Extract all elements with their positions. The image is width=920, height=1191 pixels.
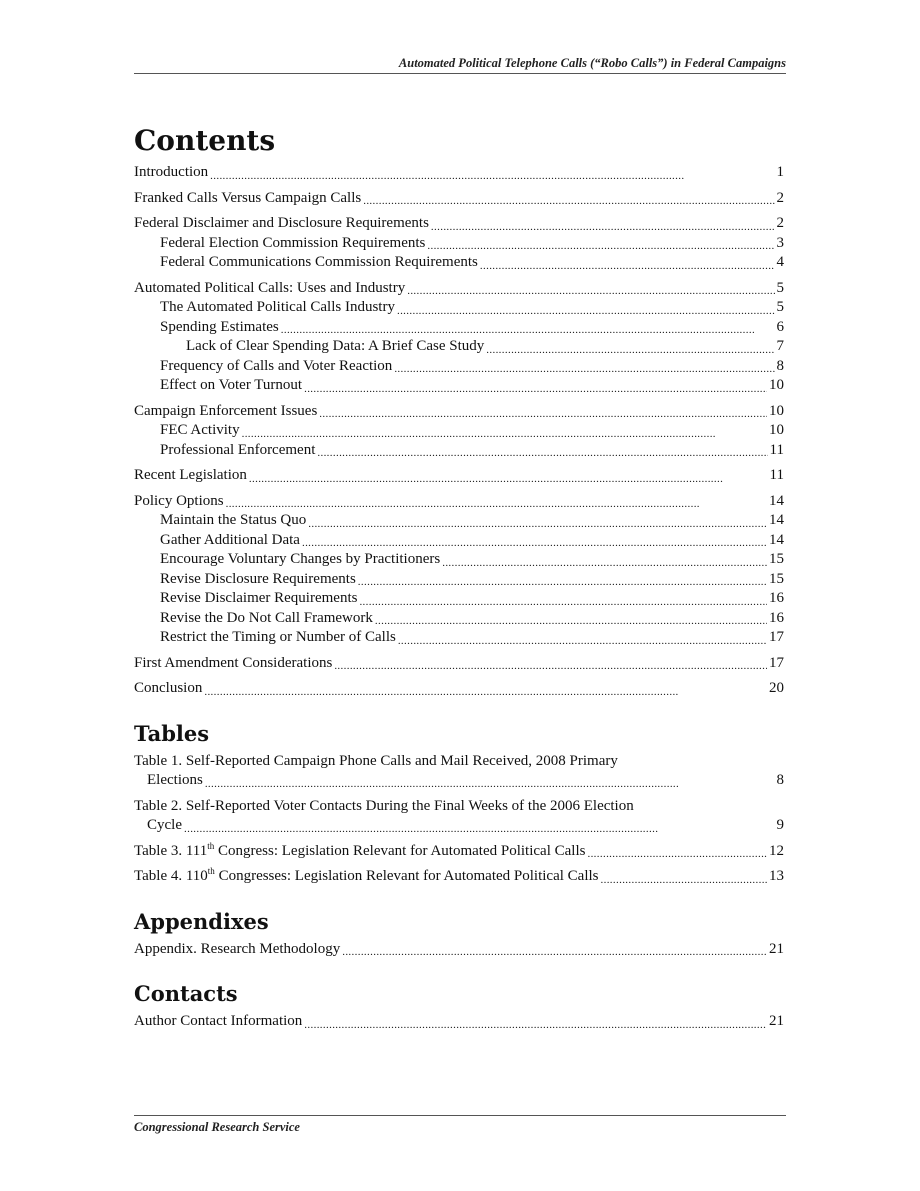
toc-entry[interactable] xyxy=(134,679,784,699)
dot-leader xyxy=(281,323,775,337)
page-number: 21 xyxy=(769,940,784,957)
toc-entry-title: Spending Estimates xyxy=(160,318,279,335)
toc-entry[interactable] xyxy=(134,189,784,209)
toc-entry[interactable] xyxy=(134,628,784,648)
toc-entry[interactable] xyxy=(134,253,784,273)
dot-leader xyxy=(398,634,767,648)
page-number: 8 xyxy=(776,772,784,788)
dot-leader xyxy=(601,873,768,887)
toc-entry[interactable] xyxy=(134,492,784,512)
table-entry-title: Table 1. Self-Reported Campaign Phone Calls and Mail Received, 2008 Primary xyxy=(134,752,618,769)
page-number: 13 xyxy=(769,868,784,884)
dot-leader xyxy=(317,446,767,460)
contents-title: Contents xyxy=(134,124,276,157)
dot-leader xyxy=(249,472,768,486)
toc-entry-title: Effect on Voter Turnout xyxy=(160,377,303,393)
table-entry-title-cont: Cycle xyxy=(147,817,182,833)
toc-entry[interactable] xyxy=(134,654,784,674)
page-number: 14 xyxy=(769,492,784,509)
toc-entry[interactable] xyxy=(134,318,784,338)
toc-entry-title: Lack of Clear Spending Data: A Brief Case Study xyxy=(186,338,485,354)
page-number: 9 xyxy=(776,817,784,833)
dot-leader xyxy=(205,777,775,791)
table-entry-title: Table 2. Self-Reported Voter Contacts During the Final Weeks of the 2006 Election xyxy=(134,797,634,814)
dot-leader xyxy=(308,517,767,531)
dot-leader xyxy=(342,945,767,959)
toc-entry-title: Franked Calls Versus Campaign Calls xyxy=(134,189,362,206)
page-number: 15 xyxy=(769,570,784,587)
toc-entry[interactable] xyxy=(134,589,784,609)
page-number: 11 xyxy=(769,441,784,458)
page-number: 11 xyxy=(769,467,784,483)
toc-entry-title: Conclusion xyxy=(134,680,203,696)
running-header: Automated Political Telephone Calls (“Robo Calls”) in Federal Campaigns xyxy=(398,56,786,70)
dot-leader xyxy=(359,595,767,609)
dot-leader xyxy=(394,362,774,376)
page-number: 10 xyxy=(769,422,784,438)
toc-entry-title: Revise the Do Not Call Framework xyxy=(160,609,373,626)
page-number: 14 xyxy=(769,531,784,548)
dot-leader xyxy=(442,556,767,570)
tables-list xyxy=(134,752,784,887)
dot-leader xyxy=(226,497,767,511)
dot-leader xyxy=(184,822,775,836)
tables-heading: Tables xyxy=(134,720,210,746)
table-entry-title-cont: Elections xyxy=(147,772,203,788)
document-body xyxy=(134,124,784,1032)
page-number: 5 xyxy=(776,279,784,296)
page-number: 16 xyxy=(769,590,784,606)
toc-entry-title: Federal Communications Commission Requirements xyxy=(160,254,478,270)
toc-entry-title: Introduction xyxy=(134,164,209,180)
header-rule xyxy=(134,73,786,74)
contents-list xyxy=(134,163,784,699)
toc-entry-title: FEC Activity xyxy=(160,422,240,438)
dot-leader xyxy=(304,1018,767,1032)
page-number: 1 xyxy=(776,164,784,180)
toc-entry[interactable] xyxy=(134,441,784,461)
dot-leader xyxy=(397,304,775,318)
dot-leader xyxy=(587,847,767,861)
toc-entry-title: Federal Election Commission Requirements xyxy=(160,234,426,251)
contacts-heading: Contacts xyxy=(134,981,238,1006)
table-entry[interactable] xyxy=(134,842,784,862)
dot-leader xyxy=(480,259,775,273)
toc-entry-title: Recent Legislation xyxy=(134,467,247,483)
toc-entry-title: Gather Additional Data xyxy=(160,531,300,548)
entry-title: Appendix. Research Methodology xyxy=(134,940,341,957)
dot-leader xyxy=(319,407,767,421)
page-number: 5 xyxy=(776,299,784,315)
page-number: 3 xyxy=(776,234,784,251)
toc-entry[interactable] xyxy=(134,609,784,629)
page-number: 7 xyxy=(776,338,784,354)
page-number: 14 xyxy=(769,512,784,528)
toc-entry-title: Frequency of Calls and Voter Reaction xyxy=(160,357,393,374)
dot-leader xyxy=(210,169,774,183)
toc-entry[interactable] xyxy=(134,466,784,486)
toc-entry[interactable] xyxy=(134,298,784,318)
toc-entry[interactable] xyxy=(134,421,784,441)
page-number: 4 xyxy=(776,254,784,270)
footer-rule xyxy=(134,1115,786,1116)
page-number: 8 xyxy=(776,357,784,374)
dot-leader xyxy=(334,659,767,673)
appendixes-heading: Appendixes xyxy=(134,908,269,934)
dot-leader xyxy=(375,614,767,628)
toc-entry[interactable] xyxy=(134,511,784,531)
dot-leader xyxy=(427,239,774,253)
page-number: 21 xyxy=(769,1013,784,1029)
toc-entry-title: Professional Enforcement xyxy=(160,441,316,458)
entry-title: Author Contact Information xyxy=(134,1013,303,1029)
toc-entry[interactable] xyxy=(134,550,784,570)
running-footer: Congressional Research Service xyxy=(134,1120,300,1134)
toc-entry-title: Maintain the Status Quo xyxy=(160,512,307,528)
dot-leader xyxy=(358,575,767,589)
toc-entry[interactable] xyxy=(134,214,784,234)
dot-leader xyxy=(302,536,767,550)
toc-entry[interactable] xyxy=(134,531,784,551)
toc-entry[interactable] xyxy=(134,163,784,183)
toc-entry-title: First Amendment Considerations xyxy=(134,654,333,671)
page-number: 6 xyxy=(776,318,784,335)
toc-entry[interactable] xyxy=(134,234,784,254)
dot-leader xyxy=(204,685,767,699)
dot-leader xyxy=(407,284,774,298)
toc-entry-title: Campaign Enforcement Issues xyxy=(134,402,318,419)
page-number: 2 xyxy=(776,215,784,231)
toc-entry-title: Automated Political Calls: Uses and Industry xyxy=(134,279,406,296)
page-number: 12 xyxy=(769,842,784,859)
toc-entry-title: Federal Disclaimer and Disclosure Requirements xyxy=(134,215,429,231)
toc-entry[interactable] xyxy=(134,376,784,396)
dot-leader xyxy=(304,382,767,396)
toc-entry[interactable] xyxy=(134,279,784,299)
toc-entry-title: The Automated Political Calls Industry xyxy=(160,299,395,315)
table-entry-title: Table 4. 110th Congresses: Legislation Relevant for Automated Political Calls xyxy=(134,866,599,884)
dot-leader xyxy=(486,343,774,357)
toc-entry[interactable] xyxy=(134,402,784,422)
page-number: 17 xyxy=(769,629,784,645)
table-entry[interactable] xyxy=(134,752,784,791)
toc-entry[interactable] xyxy=(134,357,784,377)
table-entry[interactable] xyxy=(134,797,784,836)
page-number: 10 xyxy=(769,402,784,419)
contact-entry[interactable] xyxy=(134,1012,784,1032)
page-number: 15 xyxy=(769,551,784,567)
page-number: 17 xyxy=(769,654,784,671)
dot-leader xyxy=(363,194,774,208)
toc-entry[interactable] xyxy=(134,570,784,590)
toc-entry-title: Restrict the Timing or Number of Calls xyxy=(160,629,396,645)
page-number: 2 xyxy=(776,189,784,206)
table-entry-title: Table 3. 111th Congress: Legislation Relevant for Automated Political Calls xyxy=(134,840,586,859)
table-entry[interactable] xyxy=(134,867,784,887)
toc-entry-title: Policy Options xyxy=(134,492,224,509)
dot-leader xyxy=(431,220,775,234)
page-number: 16 xyxy=(769,609,784,626)
toc-entry[interactable] xyxy=(134,337,784,357)
toc-entry-title: Revise Disclaimer Requirements xyxy=(160,590,358,606)
dot-leader xyxy=(242,427,767,441)
page-number: 20 xyxy=(769,680,784,696)
toc-entry-title: Encourage Voluntary Changes by Practitioners xyxy=(160,551,441,567)
appendix-entry[interactable] xyxy=(134,940,784,960)
toc-entry-title: Revise Disclosure Requirements xyxy=(160,570,356,587)
page-number: 10 xyxy=(769,377,784,393)
